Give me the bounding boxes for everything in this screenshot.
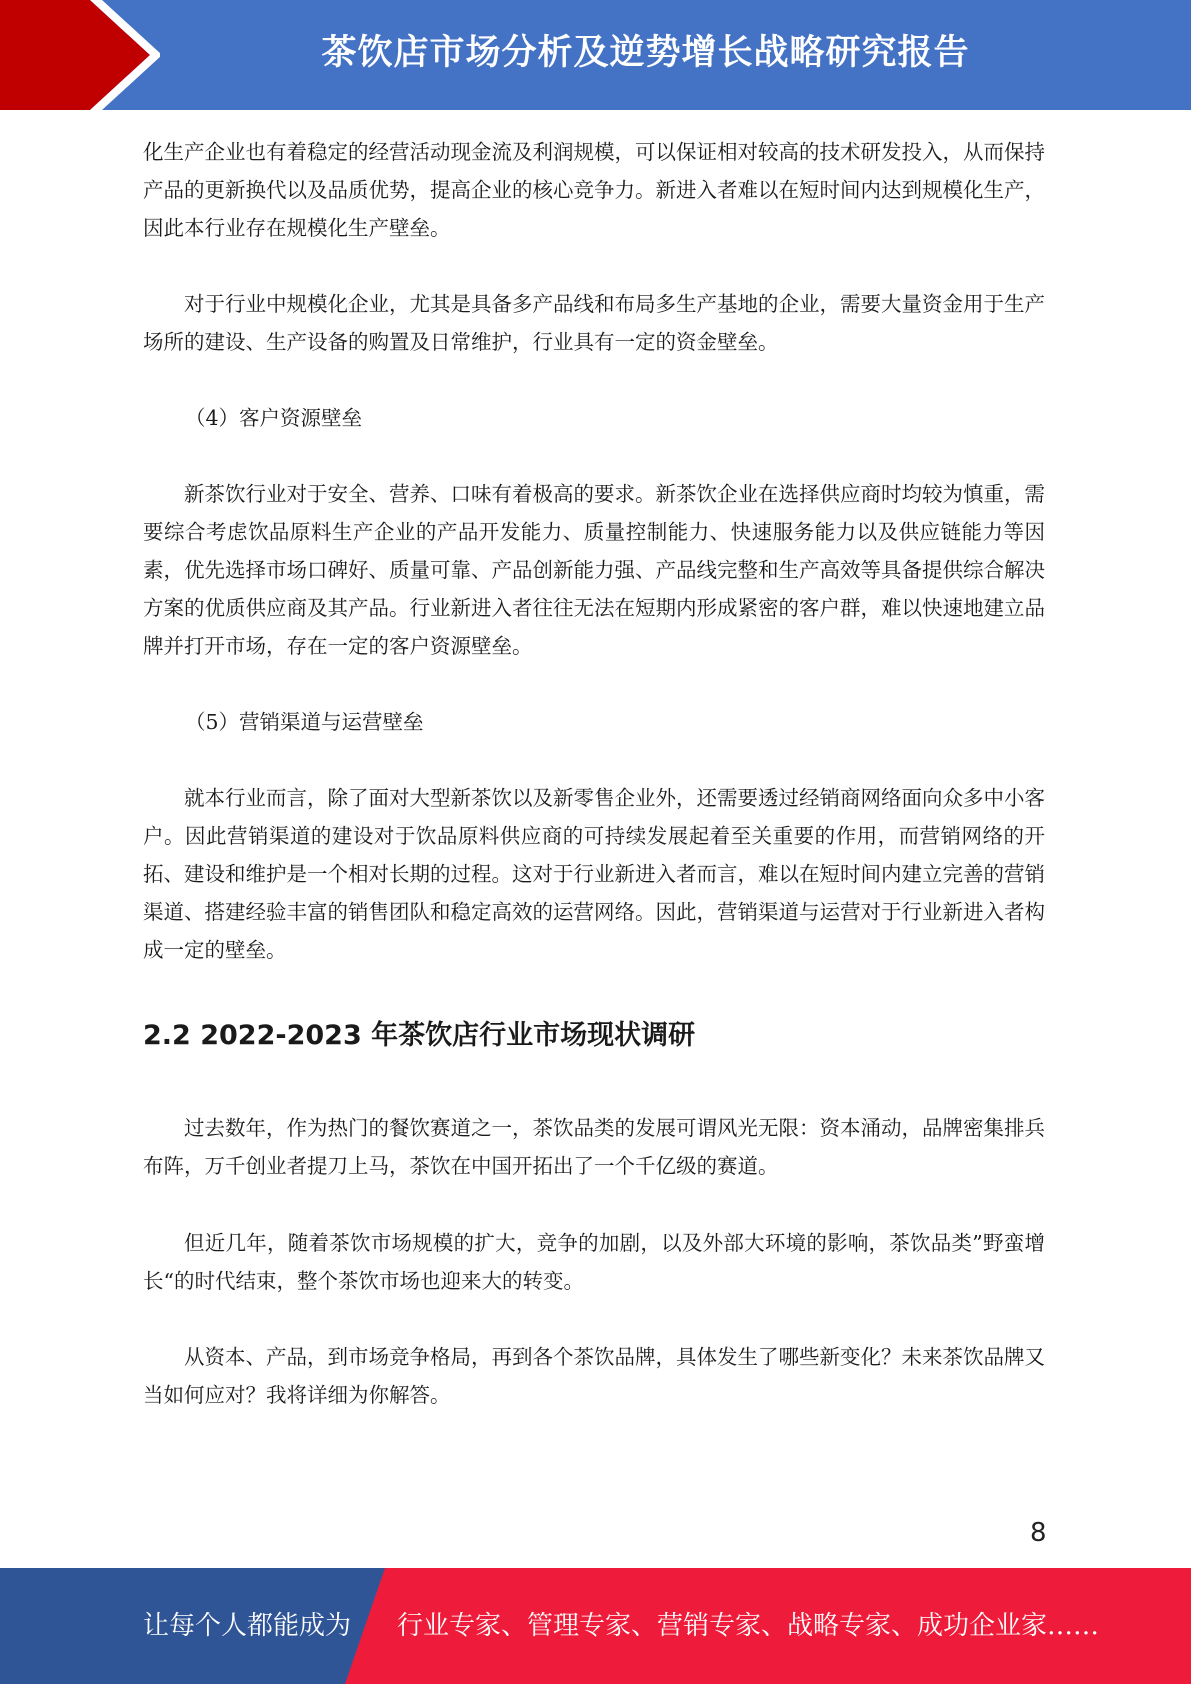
paragraph-market-history: 过去数年，作为热门的餐饮赛道之一，茶饮品类的发展可谓风光无限：资本涌动，品牌密集排兵布阵，万千创业者提刀上马，茶饮在中国开拓出了一个千亿级的赛道。 (143, 1116, 1045, 1178)
paragraph-outlook: 从资本、产品，到市场竞争格局，再到各个茶饮品牌，具体发生了哪些新变化？未来茶饮品牌又当如何应对？我将详细为你解答。 (143, 1345, 1045, 1407)
paragraph-marketing-channel-barrier: 就本行业而言，除了面对大型新茶饮以及新零售企业外，还需要透过经销商网络面向众多中小客户。因此营销渠道的建设对于饮品原料供应商的可持续发展起着至关重要的作用，而营销网络的开拓、建设和维护是一个相对长期的过程。这对于行业新进入者而言，难以在短时间内建立完善的营销渠道、搭建经验丰富的销售团队和稳定高效的运营网络。因此，营销渠道与运营对于行业新进入者构成一定的壁垒。 (143, 786, 1045, 962)
paragraph-market-change: 但近几年，随着茶饮市场规模的扩大，竞争的加剧，以及外部大环境的影响，茶饮品类”野蛮增长“的时代结束，整个茶饮市场也迎来大的转变。 (143, 1231, 1045, 1293)
paragraph-capital-barrier: 对于行业中规模化企业，尤其是具备多产品线和布局多生产基地的企业，需要大量资金用于生产场所的建设、生产设备的购置及日常维护，行业具有一定的资金壁垒。 (143, 292, 1045, 354)
report-title: 茶饮店市场分析及逆势增长战略研究报告 (321, 33, 970, 73)
section-heading-2-2: 2.2 2022-2023 年茶饮店行业市场现状调研 (143, 1020, 696, 1051)
page-number: 8 (1030, 1518, 1047, 1548)
header-chevron-decoration (0, 0, 160, 110)
footer-slogan-left: 让每个人都能成为 (143, 1611, 352, 1641)
footer-slogan-right: 行业专家、管理专家、营销专家、战略专家、成功企业家…… (397, 1611, 1100, 1641)
page-footer (0, 1568, 1191, 1684)
subheading-marketing-channel-barrier: （5）营销渠道与运营壁垒 (185, 710, 424, 734)
page-header (0, 0, 1191, 110)
paragraph-scale-barrier: 化生产企业也有着稳定的经营活动现金流及利润规模，可以保证相对较高的技术研发投入，从而保持产品的更新换代以及品质优势，提高企业的核心竞争力。新进入者难以在短时间内达到规模化生产，因此本行业存在规模化生产壁垒。 (143, 140, 1045, 240)
subheading-customer-resource-barrier: （4）客户资源壁垒 (185, 406, 363, 430)
paragraph-customer-resource-barrier: 新茶饮行业对于安全、营养、口味有着极高的要求。新茶饮企业在选择供应商时均较为慎重，需要综合考虑饮品原料生产企业的产品开发能力、质量控制能力、快速服务能力以及供应链能力等因素，优先选择市场口碑好、质量可靠、产品创新能力强、产品线完整和生产高效等具备提供综合解决方案的优质供应商及其产品。行业新进入者往往无法在短期内形成紧密的客户群，难以快速地建立品牌并打开市场，存在一定的客户资源壁垒。 (143, 482, 1045, 658)
